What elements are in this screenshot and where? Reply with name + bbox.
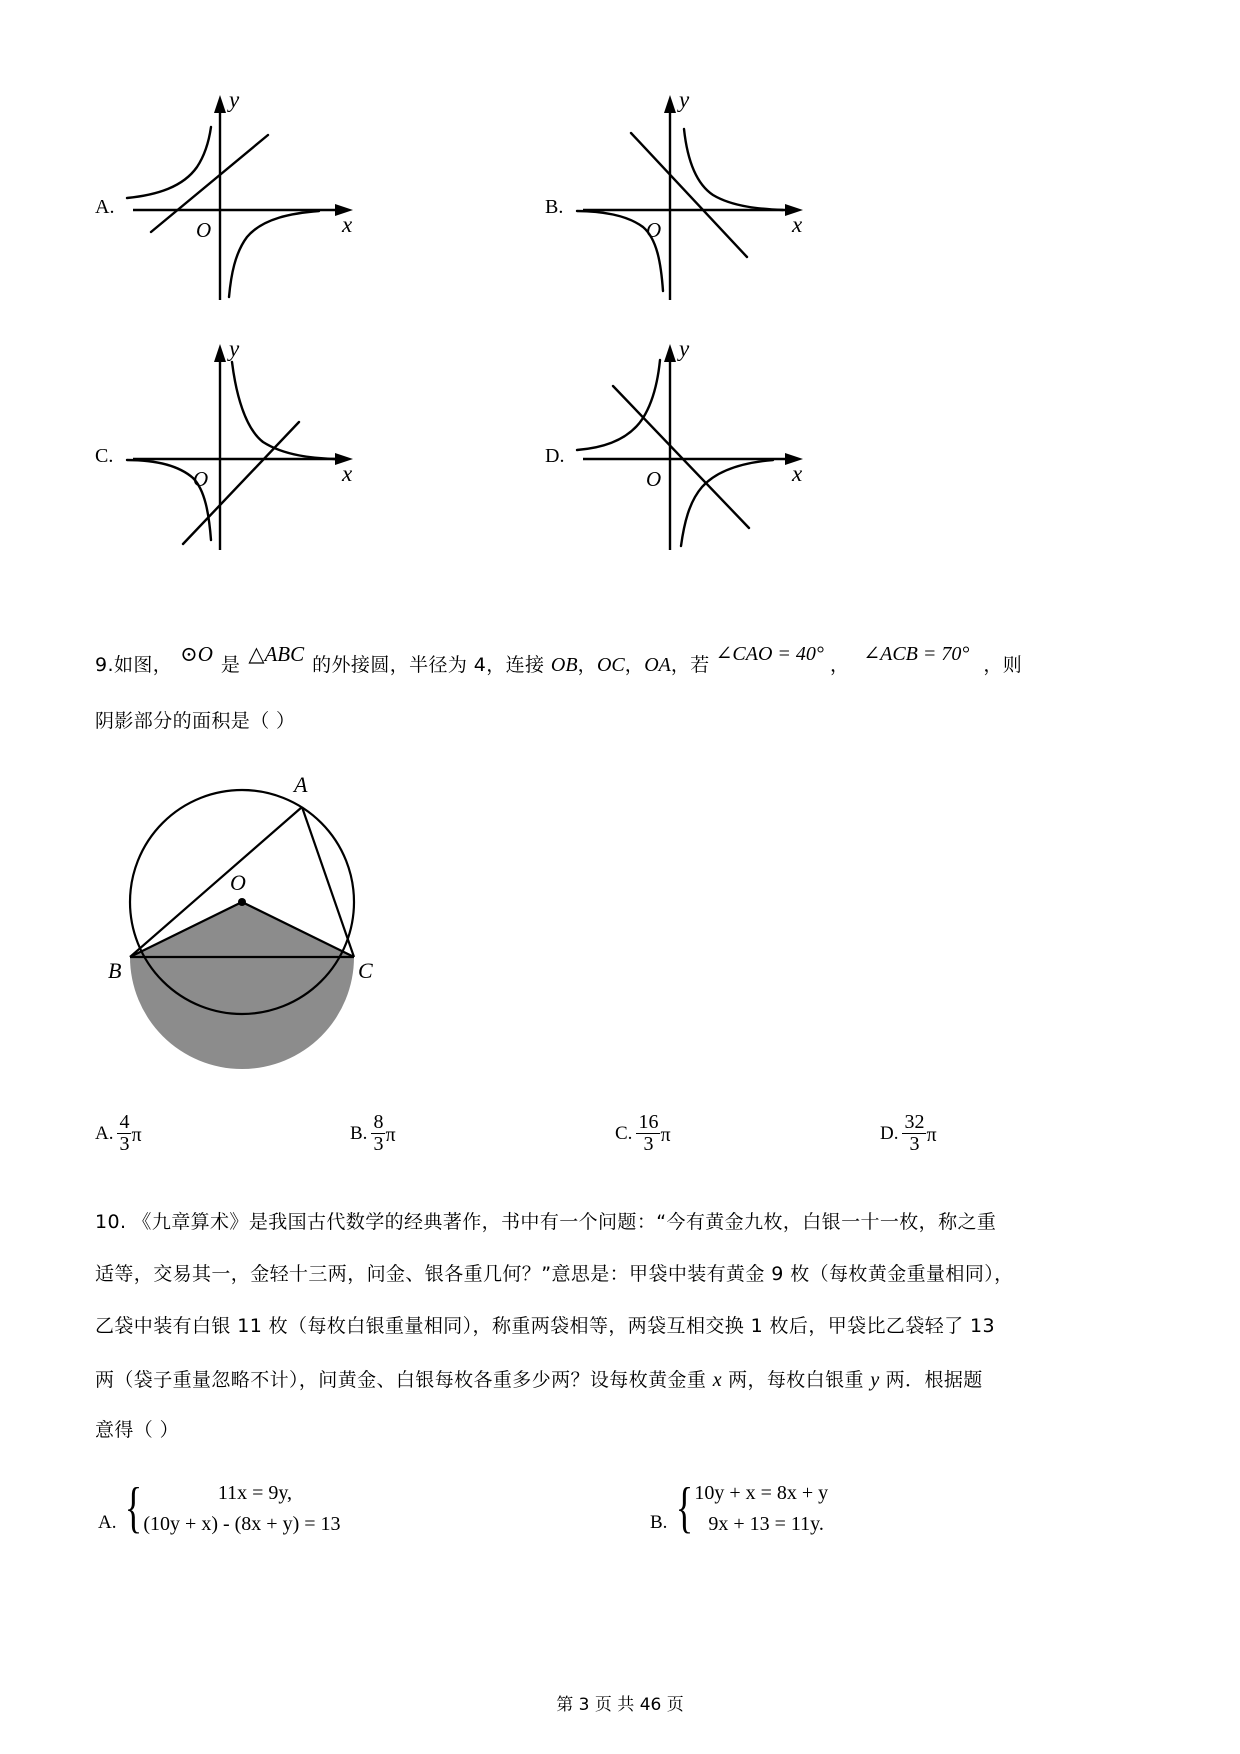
- q9-comma-2: ，: [624, 654, 645, 676]
- variable-y: y: [870, 1369, 880, 1391]
- q9-comma-3: ，若: [670, 654, 710, 676]
- q10b-equation-2: 9x + 13 = 11y.: [708, 1513, 824, 1535]
- q9b-numerator: 8: [373, 1111, 384, 1133]
- question9-line2: 阴影部分的面积是（ ）: [95, 710, 296, 732]
- q10b-equation-1: 10y + x = 8x + y: [694, 1482, 829, 1504]
- page-footer: 第 3 页 共 46 页: [556, 1695, 684, 1715]
- question8-choice-b-graph: [545, 85, 835, 310]
- question9-choice-d[interactable]: [880, 1111, 937, 1157]
- segment-oc: OC: [596, 654, 625, 676]
- q9a-numerator: 4: [119, 1111, 130, 1133]
- question9-choice-c-fraction: [636, 1112, 660, 1155]
- svg-text:x: x: [792, 461, 803, 486]
- q9c-numerator: 16: [638, 1111, 659, 1133]
- question8-choice-d-label: D.: [545, 445, 565, 467]
- q9-comma-4: ，: [829, 654, 850, 676]
- question9-line1-part1: 如图，: [113, 654, 173, 676]
- question8-choice-c-graph: [95, 332, 385, 562]
- question8-choice-a[interactable]: [95, 85, 385, 310]
- question9-choice-d-letter: D.: [880, 1123, 899, 1145]
- svg-text:y: y: [679, 336, 690, 361]
- question10-choice-b-letter: B.: [650, 1512, 668, 1533]
- svg-text:O: O: [193, 467, 209, 491]
- q9b-pi: π: [385, 1124, 396, 1146]
- segment-ob: OB: [550, 654, 578, 676]
- question10-line4-part-a: 两（袋子重量忽略不计），问黄金、白银每枚各重多少两？设每枚黄金重: [95, 1369, 713, 1391]
- label-center-o: O: [230, 870, 246, 895]
- question8-choice-b-label: B.: [545, 196, 564, 218]
- question10-line2: 适等，交易其一，金轻十三两，问金、银各重几何？”意思是：甲袋中装有黄金 9 枚（每枚黄金重量相同），: [95, 1263, 1014, 1285]
- question10-line4-part-b: 两，每枚白银重: [721, 1369, 871, 1391]
- svg-text:y: y: [229, 336, 240, 361]
- question9-choice-d-fraction: [902, 1112, 926, 1155]
- question9-line1-end: ，则: [983, 654, 1023, 676]
- svg-text:x: x: [792, 212, 803, 237]
- svg-text:x: x: [342, 212, 353, 237]
- svg-text:x: x: [342, 461, 353, 486]
- q10b-equations: [694, 1478, 828, 1540]
- question9-choice-b-letter: B.: [350, 1123, 368, 1145]
- label-point-b: B: [108, 958, 122, 983]
- question10-choice-a-letter: A.: [98, 1512, 117, 1533]
- question10-choice-b[interactable]: [650, 1478, 828, 1540]
- question9-choice-a[interactable]: [95, 1111, 142, 1157]
- triangle-abc-symbol: △ABC: [248, 642, 305, 666]
- angle-acb-value: ∠ACB = 70°: [863, 643, 970, 665]
- q9a-denominator: 3: [119, 1133, 130, 1155]
- question9-line1: [95, 642, 1023, 677]
- svg-text:y: y: [679, 87, 690, 112]
- q10b-left-brace: {: [676, 1477, 694, 1540]
- question8-choice-c[interactable]: [95, 332, 385, 562]
- svg-text:O: O: [646, 218, 662, 242]
- question9-choice-a-letter: A.: [95, 1123, 114, 1145]
- q9d-numerator: 32: [904, 1111, 925, 1133]
- question10-line4-part-c: 两．根据题: [879, 1369, 983, 1391]
- variable-x: x: [712, 1369, 722, 1391]
- question8-choice-b[interactable]: [545, 85, 835, 310]
- q9-comma-1: ，: [577, 654, 597, 676]
- question10-line4: [95, 1369, 983, 1392]
- q9c-denominator: 3: [636, 1133, 660, 1155]
- angle-cao-value: ∠CAO = 40°: [715, 643, 824, 665]
- q9b-denominator: 3: [373, 1133, 384, 1155]
- svg-text:O: O: [196, 218, 212, 242]
- question9-choice-b[interactable]: [350, 1111, 396, 1157]
- question9-choice-a-fraction: [117, 1112, 131, 1155]
- q9d-denominator: 3: [902, 1133, 926, 1155]
- question9-choice-c-letter: C.: [615, 1123, 633, 1145]
- center-point-dot: [238, 898, 246, 906]
- svg-text:O: O: [646, 467, 662, 491]
- label-point-a: A: [294, 772, 308, 797]
- question9-line1-part2: 是: [220, 654, 241, 676]
- question8-choice-a-label: A.: [95, 196, 115, 218]
- q10a-left-brace: {: [125, 1477, 143, 1540]
- question10-line5: 意得（ ）: [95, 1419, 180, 1441]
- question8-choice-c-label: C.: [95, 445, 114, 467]
- q10a-equations: [143, 1478, 340, 1540]
- question10-line1-text: 《九章算术》是我国古代数学的经典著作，书中有一个问题：“今有黄金九枚，白银一十一枚，称之重: [132, 1211, 997, 1233]
- label-point-c: C: [358, 958, 373, 983]
- shaded-triangle-obc: [130, 902, 354, 957]
- circle-o-symbol: ⊙O: [180, 642, 213, 666]
- svg-text:y: y: [229, 87, 240, 112]
- question9-choice-b-fraction: [371, 1112, 385, 1155]
- question9-number: 9.: [95, 654, 114, 676]
- question8-choice-d[interactable]: [545, 332, 835, 562]
- q9c-pi: π: [660, 1124, 671, 1146]
- circumscribed-circle-diagram: [90, 750, 390, 1040]
- q9d-pi: π: [926, 1124, 937, 1146]
- q10a-equation-1: 11x = 9y,: [217, 1482, 293, 1504]
- question10-number: 10.: [95, 1211, 127, 1233]
- question8-choice-d-graph: [545, 332, 835, 562]
- question10-choice-a[interactable]: [98, 1478, 341, 1540]
- q10a-equation-2: (10y + x) - (8x + y) = 13: [143, 1513, 341, 1535]
- question9-choice-c[interactable]: [615, 1111, 671, 1157]
- question10-line3: 乙袋中装有白银 11 枚（每枚白银重量相同），称重两袋相等，两袋互相交换 1 枚后，甲袋比乙袋轻了 13: [95, 1315, 995, 1337]
- question9-circle-figure: [90, 750, 390, 1040]
- question10-line1: [95, 1213, 996, 1233]
- q9a-pi: π: [131, 1124, 142, 1146]
- question8-choice-a-graph: [95, 85, 385, 310]
- question9-line1-part3: 的外接圆，半径为 4，连接: [312, 654, 551, 676]
- segment-oa: OA: [644, 654, 671, 676]
